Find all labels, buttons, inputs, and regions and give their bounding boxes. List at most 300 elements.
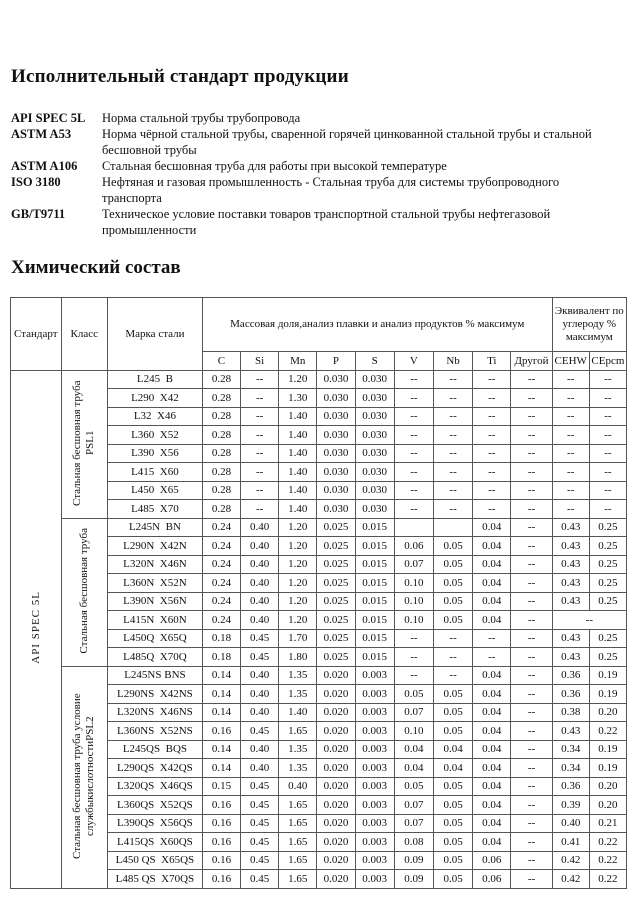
standard-code: GB/T9711 xyxy=(11,207,66,221)
value-cell: 0.015 xyxy=(355,648,394,667)
value-cell: -- xyxy=(473,389,511,408)
value-cell: 0.04 xyxy=(473,740,511,759)
value-cell: 0.14 xyxy=(202,685,240,704)
value-cell xyxy=(394,518,433,537)
value-cell: 1.65 xyxy=(279,870,317,889)
value-cell: 0.05 xyxy=(433,555,472,574)
value-cell: 0.38 xyxy=(552,703,589,722)
value-cell: 1.35 xyxy=(279,740,317,759)
grade-cell: L485Q X70Q xyxy=(107,648,202,667)
value-cell: 0.05 xyxy=(433,574,472,593)
value-cell: -- xyxy=(511,555,552,574)
value-cell: 0.04 xyxy=(473,833,511,852)
grade-cell: L290NS X42NS xyxy=(107,685,202,704)
value-cell: 1.35 xyxy=(279,759,317,778)
value-cell: -- xyxy=(552,481,589,500)
value-cell: 0.05 xyxy=(433,537,472,556)
value-cell: 0.04 xyxy=(473,611,511,630)
value-cell: -- xyxy=(394,463,433,482)
value-cell: 0.28 xyxy=(202,389,240,408)
standard-item xyxy=(11,158,621,174)
value-cell: 0.28 xyxy=(202,370,240,389)
value-cell: 0.43 xyxy=(552,555,589,574)
value-cell: -- xyxy=(552,444,589,463)
value-cell: 1.35 xyxy=(279,666,317,685)
column-header: Другой xyxy=(511,352,552,371)
standard-description: Нефтяная и газовая промышленность - Стальная труба для системы трубопроводного транспорта xyxy=(102,175,560,205)
value-cell: 0.020 xyxy=(317,814,355,833)
value-cell: -- xyxy=(473,463,511,482)
value-cell: -- xyxy=(511,833,552,852)
value-cell: -- xyxy=(473,370,511,389)
value-cell: -- xyxy=(511,648,552,667)
class-label: Стальная бесшовная труба xyxy=(77,527,90,654)
value-cell: -- xyxy=(552,500,589,519)
value-cell: -- xyxy=(241,426,279,445)
grade-cell: L32 X46 xyxy=(107,407,202,426)
value-cell: -- xyxy=(511,500,552,519)
value-cell: 0.05 xyxy=(433,814,472,833)
value-cell: 0.07 xyxy=(394,555,433,574)
grade-cell: L320NS X46NS xyxy=(107,703,202,722)
value-cell: 0.14 xyxy=(202,666,240,685)
value-cell: 0.08 xyxy=(394,833,433,852)
value-cell: 0.015 xyxy=(355,574,394,593)
value-cell: 0.003 xyxy=(355,740,394,759)
value-cell: 0.28 xyxy=(202,407,240,426)
value-cell: 0.030 xyxy=(317,500,355,519)
value-cell: -- xyxy=(394,500,433,519)
value-cell: 0.25 xyxy=(589,629,626,648)
value-cell: 0.04 xyxy=(394,759,433,778)
value-cell: 0.21 xyxy=(589,814,626,833)
value-cell: 0.45 xyxy=(241,722,279,741)
value-cell: 0.05 xyxy=(433,611,472,630)
value-cell: -- xyxy=(241,463,279,482)
value-cell: 0.28 xyxy=(202,481,240,500)
value-cell: 0.003 xyxy=(355,814,394,833)
standard-code: ASTM A106 xyxy=(11,159,78,173)
value-cell: 0.020 xyxy=(317,722,355,741)
standard-code: ASTM A53 xyxy=(11,127,72,141)
value-cell: 0.16 xyxy=(202,870,240,889)
value-cell: 0.003 xyxy=(355,722,394,741)
value-cell: 0.22 xyxy=(589,833,626,852)
value-cell: 0.003 xyxy=(355,703,394,722)
grade-cell: L360QS X52QS xyxy=(107,796,202,815)
value-cell: 0.04 xyxy=(473,777,511,796)
standard-item xyxy=(11,126,621,158)
value-cell: 1.40 xyxy=(279,426,317,445)
table-row xyxy=(11,370,627,389)
grade-cell: L450Q X65Q xyxy=(107,629,202,648)
value-cell: 0.14 xyxy=(202,703,240,722)
value-cell: -- xyxy=(511,592,552,611)
value-cell: 0.24 xyxy=(202,592,240,611)
value-cell: 0.43 xyxy=(552,648,589,667)
value-cell: 0.020 xyxy=(317,833,355,852)
standard-item xyxy=(11,206,621,238)
value-cell: 0.025 xyxy=(317,592,355,611)
value-cell: -- xyxy=(589,407,626,426)
value-cell: 0.07 xyxy=(394,814,433,833)
column-header: Ti xyxy=(473,352,511,371)
column-header: CEpcm xyxy=(589,352,626,371)
value-cell: -- xyxy=(394,444,433,463)
value-cell: 0.45 xyxy=(241,833,279,852)
value-cell: -- xyxy=(394,370,433,389)
value-cell: 0.36 xyxy=(552,666,589,685)
grade-cell: L360NS X52NS xyxy=(107,722,202,741)
value-cell: -- xyxy=(394,407,433,426)
column-header: Nb xyxy=(433,352,472,371)
value-cell: -- xyxy=(552,370,589,389)
value-cell: 0.020 xyxy=(317,759,355,778)
value-cell: 0.030 xyxy=(317,407,355,426)
value-cell: -- xyxy=(433,629,472,648)
value-cell: -- xyxy=(511,870,552,889)
value-cell: 0.025 xyxy=(317,611,355,630)
value-cell: 0.25 xyxy=(589,537,626,556)
value-cell: 0.40 xyxy=(241,555,279,574)
value-cell: -- xyxy=(473,444,511,463)
value-cell: 0.020 xyxy=(317,685,355,704)
value-cell: 0.030 xyxy=(317,444,355,463)
value-cell xyxy=(433,518,472,537)
value-cell: 0.04 xyxy=(473,537,511,556)
value-cell: -- xyxy=(511,444,552,463)
value-cell: 0.003 xyxy=(355,851,394,870)
class-cell xyxy=(61,666,107,888)
value-cell: -- xyxy=(511,851,552,870)
grade-cell: L245QS BQS xyxy=(107,740,202,759)
value-cell: -- xyxy=(394,666,433,685)
value-cell: 0.025 xyxy=(317,574,355,593)
value-cell: -- xyxy=(552,389,589,408)
chemical-composition-table xyxy=(10,297,627,889)
value-cell: 0.04 xyxy=(433,759,472,778)
value-cell: 0.05 xyxy=(433,777,472,796)
value-cell: 0.40 xyxy=(241,666,279,685)
value-cell: -- xyxy=(433,666,472,685)
value-cell: 0.16 xyxy=(202,851,240,870)
standard-cell xyxy=(11,370,62,888)
header-carbon-equivalent: Эквивалент по углероду % максимум xyxy=(552,298,626,352)
value-cell: 0.14 xyxy=(202,740,240,759)
value-cell: 1.40 xyxy=(279,463,317,482)
value-cell: -- xyxy=(589,426,626,445)
value-cell: 1.65 xyxy=(279,851,317,870)
class-cell xyxy=(61,370,107,518)
value-cell: 1.20 xyxy=(279,555,317,574)
value-cell: -- xyxy=(511,518,552,537)
value-cell: -- xyxy=(552,407,589,426)
grade-cell: L245 B xyxy=(107,370,202,389)
table-row xyxy=(11,518,627,537)
value-cell: -- xyxy=(473,426,511,445)
value-cell: 1.40 xyxy=(279,444,317,463)
value-cell: 0.06 xyxy=(394,537,433,556)
standard-item xyxy=(11,110,621,126)
column-header: Mn xyxy=(279,352,317,371)
value-cell: -- xyxy=(473,500,511,519)
value-cell: 0.43 xyxy=(552,574,589,593)
value-cell: 0.003 xyxy=(355,777,394,796)
value-cell: 0.015 xyxy=(355,555,394,574)
value-cell: 0.34 xyxy=(552,740,589,759)
value-cell: -- xyxy=(473,481,511,500)
value-cell: 0.04 xyxy=(473,796,511,815)
value-cell: 0.06 xyxy=(473,870,511,889)
value-cell: 0.10 xyxy=(394,722,433,741)
value-cell: 0.18 xyxy=(202,648,240,667)
value-cell: -- xyxy=(511,407,552,426)
chemical-composition-heading: Химический состав xyxy=(11,257,181,278)
value-cell: 0.003 xyxy=(355,796,394,815)
value-cell: 0.04 xyxy=(433,740,472,759)
value-cell: 0.16 xyxy=(202,796,240,815)
value-cell: 0.14 xyxy=(202,759,240,778)
value-cell: -- xyxy=(433,500,472,519)
value-cell: 0.030 xyxy=(355,389,394,408)
value-cell: 0.25 xyxy=(589,555,626,574)
value-cell: 0.40 xyxy=(241,740,279,759)
value-cell: 1.20 xyxy=(279,574,317,593)
value-cell: -- xyxy=(473,629,511,648)
value-cell: 0.10 xyxy=(394,574,433,593)
value-cell: 0.030 xyxy=(355,370,394,389)
grade-cell: L390QS X56QS xyxy=(107,814,202,833)
value-cell: 0.003 xyxy=(355,666,394,685)
value-cell: -- xyxy=(433,463,472,482)
value-cell: -- xyxy=(511,370,552,389)
value-cell: 0.45 xyxy=(241,629,279,648)
value-cell: 0.43 xyxy=(552,592,589,611)
value-cell: 0.20 xyxy=(589,703,626,722)
value-cell: 1.65 xyxy=(279,814,317,833)
value-cell: 0.030 xyxy=(317,463,355,482)
value-cell: -- xyxy=(511,666,552,685)
value-cell: 0.10 xyxy=(394,592,433,611)
value-cell: 0.40 xyxy=(241,611,279,630)
value-cell: 0.04 xyxy=(473,685,511,704)
value-cell: -- xyxy=(473,407,511,426)
value-cell: 0.45 xyxy=(241,814,279,833)
value-cell: 0.05 xyxy=(394,777,433,796)
value-cell: 0.43 xyxy=(552,629,589,648)
value-cell: 0.36 xyxy=(552,777,589,796)
value-cell: 0.40 xyxy=(241,592,279,611)
value-cell: 1.20 xyxy=(279,518,317,537)
value-cell: 0.22 xyxy=(589,870,626,889)
standards-heading: Исполнительный стандарт продукции xyxy=(11,66,349,87)
value-cell: 0.030 xyxy=(317,481,355,500)
value-cell: 0.015 xyxy=(355,518,394,537)
value-cell: -- xyxy=(589,444,626,463)
value-cell: 0.09 xyxy=(394,851,433,870)
value-cell: -- xyxy=(433,370,472,389)
value-cell: -- xyxy=(394,629,433,648)
value-cell: -- xyxy=(394,426,433,445)
grade-cell: L415 X60 xyxy=(107,463,202,482)
value-cell: -- xyxy=(511,611,552,630)
value-cell: 0.025 xyxy=(317,648,355,667)
value-cell: 0.030 xyxy=(355,500,394,519)
value-cell: 0.030 xyxy=(317,426,355,445)
value-cell: 0.05 xyxy=(433,851,472,870)
class-label: Стальная бесшовная труба условие службыкислотностиPSL2 xyxy=(71,692,97,859)
header-grade: Марка стали xyxy=(107,298,202,371)
value-cell: -- xyxy=(589,463,626,482)
value-cell: 0.22 xyxy=(589,851,626,870)
value-cell: 0.40 xyxy=(241,537,279,556)
value-cell: -- xyxy=(511,389,552,408)
value-cell: 0.015 xyxy=(355,537,394,556)
value-cell: 0.020 xyxy=(317,870,355,889)
value-cell: 0.40 xyxy=(241,518,279,537)
grade-cell: L390N X56N xyxy=(107,592,202,611)
value-cell: 0.04 xyxy=(473,814,511,833)
value-cell: 0.19 xyxy=(589,740,626,759)
value-cell: 0.04 xyxy=(473,574,511,593)
value-cell: 0.04 xyxy=(473,759,511,778)
value-cell: -- xyxy=(394,648,433,667)
grade-cell: L485 X70 xyxy=(107,500,202,519)
value-cell: 0.06 xyxy=(473,851,511,870)
value-cell: -- xyxy=(241,389,279,408)
grade-cell: L415N X60N xyxy=(107,611,202,630)
value-cell: 0.20 xyxy=(589,777,626,796)
header-mass-fraction: Массовая доля,анализ плавки и анализ продуктов % максимум xyxy=(202,298,552,352)
value-cell: 0.05 xyxy=(433,870,472,889)
value-cell: -- xyxy=(241,481,279,500)
value-cell: 1.20 xyxy=(279,592,317,611)
value-cell: 0.22 xyxy=(589,722,626,741)
value-cell: -- xyxy=(511,537,552,556)
value-cell: -- xyxy=(473,648,511,667)
value-cell: 1.20 xyxy=(279,370,317,389)
value-cell: 0.40 xyxy=(241,574,279,593)
value-cell: 0.25 xyxy=(589,648,626,667)
standard-description: Техническое условие поставки товаров транспортной стальной трубы нефтегазовой промышленности xyxy=(102,207,551,237)
value-cell: -- xyxy=(511,703,552,722)
standard-item xyxy=(11,174,621,206)
value-cell: 0.36 xyxy=(552,685,589,704)
value-cell: 0.28 xyxy=(202,426,240,445)
value-cell: 0.04 xyxy=(473,592,511,611)
value-cell: 0.003 xyxy=(355,870,394,889)
value-cell: -- xyxy=(511,722,552,741)
value-cell: 0.020 xyxy=(317,703,355,722)
grade-cell: L290 X42 xyxy=(107,389,202,408)
value-cell: 0.04 xyxy=(473,703,511,722)
value-cell: 0.025 xyxy=(317,518,355,537)
value-cell: 0.42 xyxy=(552,870,589,889)
class-cell xyxy=(61,518,107,666)
value-cell: 0.05 xyxy=(394,685,433,704)
value-cell: 0.25 xyxy=(589,592,626,611)
value-cell: 0.45 xyxy=(241,851,279,870)
value-cell: 0.24 xyxy=(202,574,240,593)
value-cell: 0.030 xyxy=(355,407,394,426)
value-cell: -- xyxy=(589,500,626,519)
value-cell: 0.19 xyxy=(589,666,626,685)
table-row xyxy=(11,666,627,685)
value-cell: -- xyxy=(433,444,472,463)
value-cell: 0.45 xyxy=(241,777,279,796)
value-cell: 0.025 xyxy=(317,629,355,648)
value-cell: -- xyxy=(511,629,552,648)
value-cell: 0.16 xyxy=(202,722,240,741)
value-cell: -- xyxy=(241,444,279,463)
value-cell: 0.40 xyxy=(279,777,317,796)
header-class: Класс xyxy=(61,298,107,371)
value-cell: 0.43 xyxy=(552,722,589,741)
column-header: V xyxy=(394,352,433,371)
value-cell: 0.030 xyxy=(317,370,355,389)
value-cell: 0.003 xyxy=(355,833,394,852)
value-cell: 0.003 xyxy=(355,685,394,704)
value-cell: -- xyxy=(552,611,626,630)
column-header: C xyxy=(202,352,240,371)
value-cell: 1.70 xyxy=(279,629,317,648)
value-cell: 0.18 xyxy=(202,629,240,648)
grade-cell: L245N BN xyxy=(107,518,202,537)
value-cell: -- xyxy=(589,370,626,389)
value-cell: -- xyxy=(433,648,472,667)
class-label: Стальная бесшовная труба PSL1 xyxy=(71,379,97,506)
value-cell: 0.19 xyxy=(589,685,626,704)
value-cell: 0.19 xyxy=(589,759,626,778)
standard-code: API SPEC 5L xyxy=(11,111,86,125)
column-header: S xyxy=(355,352,394,371)
value-cell: 0.05 xyxy=(433,703,472,722)
value-cell: 0.05 xyxy=(433,722,472,741)
value-cell: 1.40 xyxy=(279,500,317,519)
value-cell: 0.04 xyxy=(473,666,511,685)
value-cell: -- xyxy=(511,481,552,500)
value-cell: 0.39 xyxy=(552,796,589,815)
value-cell: 0.10 xyxy=(394,611,433,630)
value-cell: 0.25 xyxy=(589,518,626,537)
value-cell: -- xyxy=(433,407,472,426)
value-cell: -- xyxy=(433,481,472,500)
header-standard: Стандарт xyxy=(11,298,62,371)
column-header: Si xyxy=(241,352,279,371)
value-cell: -- xyxy=(241,500,279,519)
value-cell: 0.28 xyxy=(202,500,240,519)
value-cell: -- xyxy=(394,389,433,408)
grade-cell: L450 X65 xyxy=(107,481,202,500)
value-cell: 0.015 xyxy=(355,629,394,648)
value-cell: 0.43 xyxy=(552,518,589,537)
value-cell: -- xyxy=(394,481,433,500)
value-cell: 0.020 xyxy=(317,777,355,796)
value-cell: 0.25 xyxy=(589,574,626,593)
value-cell: -- xyxy=(241,407,279,426)
value-cell: 1.35 xyxy=(279,685,317,704)
value-cell: 0.42 xyxy=(552,851,589,870)
standard-description: Норма чёрной стальной трубы, сваренной горячей цинкованной стальной трубы и стальной бесшовной трубы xyxy=(102,127,592,157)
value-cell: 0.16 xyxy=(202,814,240,833)
value-cell: 0.40 xyxy=(241,685,279,704)
value-cell: 1.65 xyxy=(279,722,317,741)
grade-cell: L245NS BNS xyxy=(107,666,202,685)
value-cell: -- xyxy=(511,814,552,833)
value-cell: 0.28 xyxy=(202,444,240,463)
value-cell: 0.16 xyxy=(202,833,240,852)
grade-cell: L320QS X46QS xyxy=(107,777,202,796)
